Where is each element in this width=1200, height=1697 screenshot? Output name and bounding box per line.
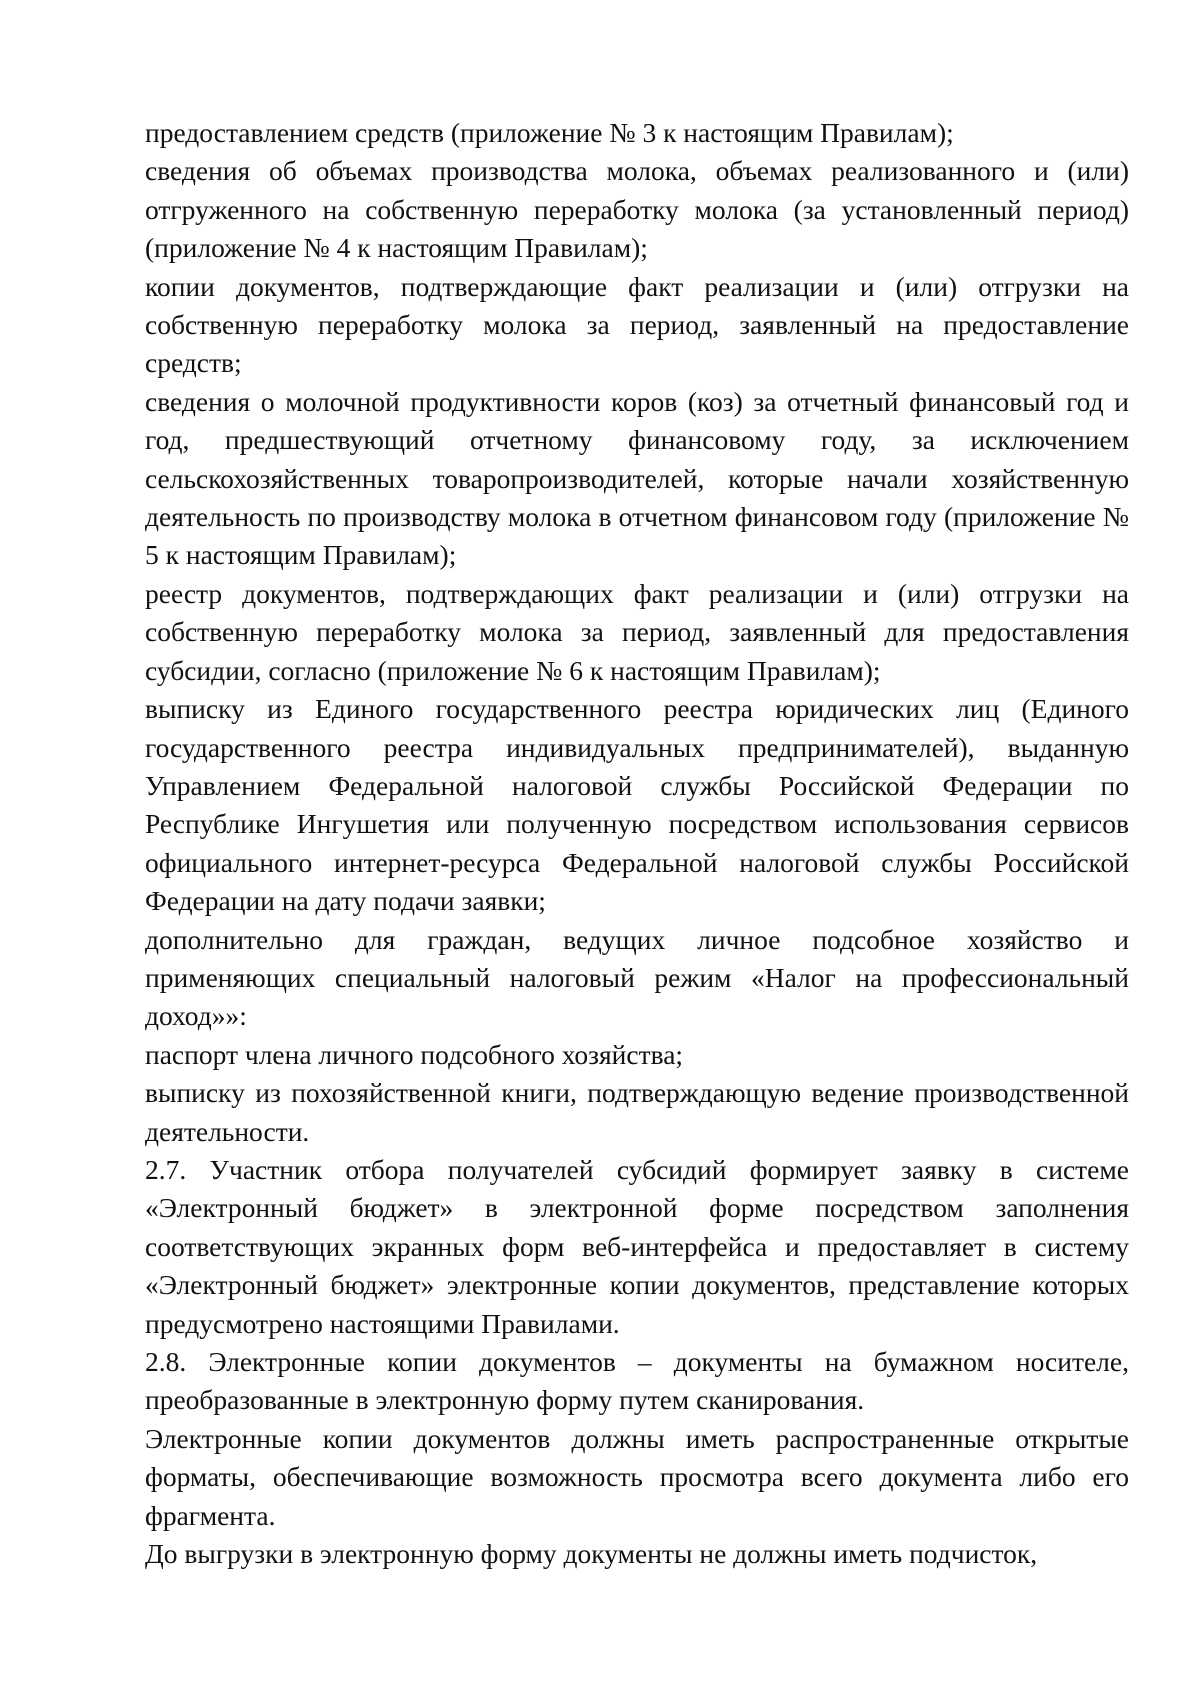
paragraph-9: выписку из похозяйственной книги, подтверждающую ведение производственной деятельности. — [145, 1077, 1129, 1147]
paragraph-10: 2.7. Участник отбора получателей субсидий формирует заявку в системе «Электронный бюджет» в электронной форме посредством заполнения соответствующих экранных форм веб-интерфейса и предоставляет в систему «Электронный бюджет» электронные копии документов, представление которых предусмотрено настоящими Правилами. — [145, 1153, 1129, 1339]
paragraph-12: Электронные копии документов должны иметь распространенные открытые форматы, обеспечивающие возможность просмотра всего документа либо его фрагмента. — [145, 1422, 1129, 1531]
document-body — [145, 114, 1129, 1573]
paragraph-11: 2.8. Электронные копии документов – документы на бумажном носителе, преобразованные в электронную форму путем сканирования. — [145, 1346, 1129, 1416]
paragraph-2: сведения об объемах производства молока, объемах реализованного и (или) отгруженного на собственную переработку молока (за установленный период) (приложение № 4 к настоящим Правилам); — [145, 155, 1129, 264]
paragraph-13: До выгрузки в электронную форму документы не должны иметь подчисток, — [145, 1538, 1038, 1570]
paragraph-5: реестр документов, подтверждающих факт реализации и (или) отгрузки на собственную переработку молока за период, заявленный для предоставления субсидии, согласно (приложение № 6 к настоящим Правилам); — [145, 577, 1129, 686]
paragraph-3: копии документов, подтверждающие факт реализации и (или) отгрузки на собственную переработку молока за период, заявленный на предоставление средств; — [145, 270, 1129, 379]
paragraph-7: дополнительно для граждан, ведущих личное подсобное хозяйство и применяющих специальный налоговый режим «Налог на профессиональный доход»»: — [145, 923, 1129, 1032]
paragraph-4: сведения о молочной продуктивности коров (коз) за отчетный финансовый год и год, предшествующий отчетному финансовому году, за исключением сельскохозяйственных товаропроизводителей, которые начали хозяйственную деятельность по производству молока в отчетном финансовом году (приложение № 5 к настоящим Правилам); — [145, 385, 1129, 571]
paragraph-1: предоставлением средств (приложение № 3 к настоящим Правилам); — [145, 117, 954, 148]
paragraph-8: паспорт члена личного подсобного хозяйства; — [145, 1038, 684, 1070]
paragraph-6: выписку из Единого государственного реестра юридических лиц (Единого государственного реестра индивидуальных предпринимателей), выданную Управлением Федеральной налоговой службы Российской Федерации по Республике Ингушетия или полученную посредством использования сервисов официального интернет-ресурса Федеральной налоговой службы Российской Федерации на дату подачи заявки; — [145, 693, 1129, 917]
